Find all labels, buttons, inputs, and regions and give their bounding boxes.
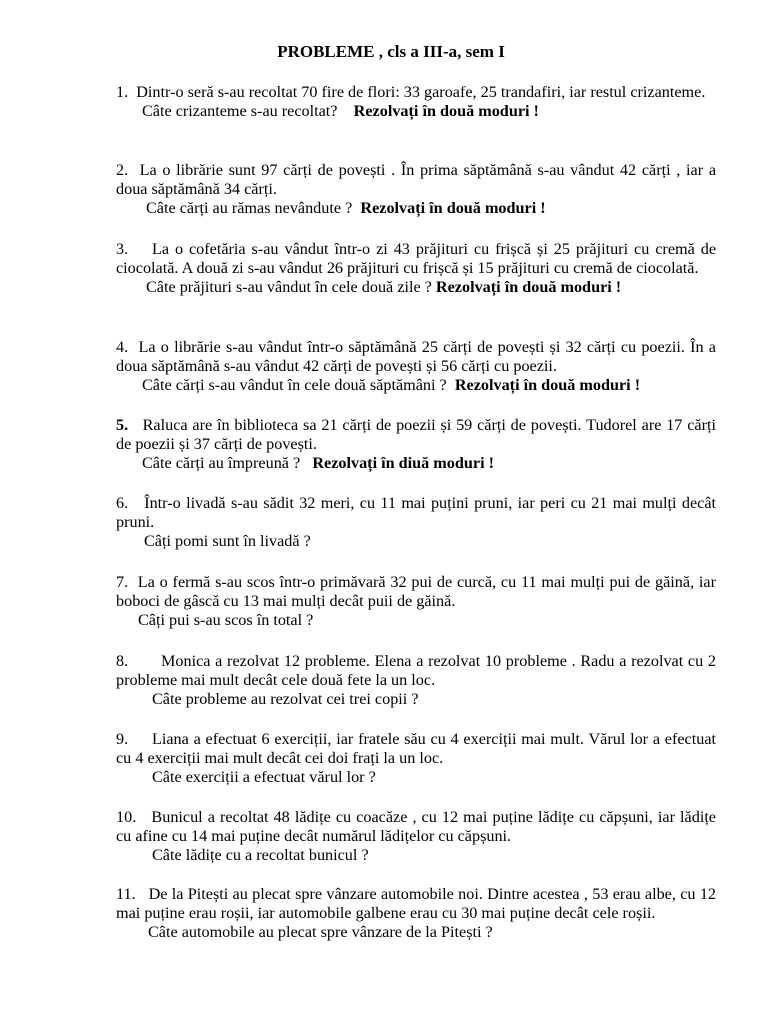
problem-question-line [116, 611, 716, 630]
problem-statement [116, 494, 716, 532]
problem-question: Câte probleme au rezolvat cei trei copii ? [152, 690, 419, 708]
page-title: PROBLEME , cls a III-a, sem I [277, 42, 505, 61]
problem-11 [116, 885, 716, 942]
problem-text: Bunicul a recoltat 48 lădițe cu coacăze , cu 12 mai puține lădițe cu căpșuni, iar lădițe cu afine cu 14 mai puține decât numărul lădițelor cu căpșuni. [116, 808, 716, 845]
problem-9 [116, 730, 716, 787]
problem-text: La o fermă s-au scos într-o primăvară 32 pui de curcă, cu 11 mai mulți pui de găină, iar boboci de gâscă cu 13 mai mulți decât puii de găină. [116, 573, 717, 610]
problem-statement [116, 338, 716, 376]
problem-question-line [116, 690, 716, 709]
problem-question: Câte lădițe cu a recoltat bunicul ? [152, 846, 369, 864]
problem-10 [116, 808, 716, 865]
problem-question: Câte crizanteme s-au recoltat? [142, 102, 338, 120]
problem-number: 6. [116, 494, 129, 512]
problem-2 [116, 161, 716, 218]
problem-question-line [116, 199, 716, 218]
problem-number: 9. [116, 730, 129, 748]
problem-instruction: Rezolvați în două moduri ! [435, 278, 622, 296]
problem-number: 5. [116, 416, 129, 434]
problem-question: Câte automobile au plecat spre vânzare de la Pitești ? [148, 923, 493, 941]
problem-4 [116, 338, 716, 395]
problem-statement [116, 416, 716, 454]
problem-number: 8. [116, 652, 129, 670]
problem-question: Câte cărți s-au vândut în cele două săptămâni ? [142, 376, 447, 394]
problem-question: Câte cărți au împreună ? [142, 454, 301, 472]
problem-instruction: Rezolvați în două moduri ! [360, 199, 546, 217]
problem-7 [116, 573, 716, 630]
problem-6 [116, 494, 716, 551]
problem-question-line [116, 923, 716, 942]
problem-text: Dintr-o seră s-au recoltat 70 fire de flori: 33 garoafe, 25 trandafiri, iar restul crizanteme. [136, 83, 706, 101]
problem-instruction: Rezolvați în două moduri ! [454, 376, 641, 394]
problem-statement [116, 885, 716, 923]
problem-statement [116, 652, 716, 690]
problem-text: La o cofetăria s-au vândut într-o zi 43 prăjituri cu frișcă și 25 prăjituri cu cremă de ciocolată. A două zi s-au vândut 26 prăjituri cu frișcă și 15 prăjituri cu cremă de ciocolată. [116, 240, 716, 277]
problem-number: 3. [116, 240, 129, 258]
problem-text: Raluca are în biblioteca sa 21 cărți de poezii și 59 cărți de povești. Tudorel are 17 cărți de poezii și 37 cărți de povești. [116, 416, 716, 453]
problem-statement [116, 573, 716, 611]
problem-question-line [116, 532, 716, 551]
problem-number: 11. [116, 885, 136, 903]
problem-question-line [116, 102, 716, 121]
problem-statement [116, 161, 716, 199]
problem-statement [116, 83, 716, 102]
problem-5 [116, 416, 716, 473]
problem-question-line [116, 376, 716, 395]
problem-statement [116, 808, 716, 846]
problem-text: Liana a efectuat 6 exerciții, iar fratele său cu 4 exerciții mai mult. Vărul lor a efectuat cu 4 exerciții mai mult decât cei doi frați la un loc. [116, 730, 716, 767]
problem-text: De la Pitești au plecat spre vânzare automobile noi. Dintre acestea , 53 erau albe, cu 12 mai puține erau roșii, iar automobile galbene erau cu 30 mai puține decât cele roșii. [116, 885, 717, 922]
problem-statement [116, 240, 716, 278]
problem-question: Câți pomi sunt în livadă ? [144, 532, 311, 550]
problem-question-line [116, 454, 716, 473]
problem-question: Câte prăjituri s-au vândut în cele două zile ? [146, 278, 432, 296]
problem-1 [116, 83, 716, 121]
problem-text: La o librărie sunt 97 cărți de povești . În prima săptămână s-au vândut 42 cărți , iar a doua săptămână 34 cărți. [116, 161, 717, 198]
problem-8 [116, 652, 716, 709]
problem-question-line [116, 846, 716, 865]
problem-number: 2. [116, 161, 129, 179]
problem-question: Câte exerciții a efectuat vărul lor ? [152, 768, 376, 786]
problem-number: 1. [116, 83, 129, 101]
problem-number: 4. [116, 338, 129, 356]
problem-number: 7. [116, 573, 129, 591]
problem-question: Câte cărți au rămas nevândute ? [146, 199, 353, 217]
problem-text: La o librărie s-au vândut într-o săptămână 25 cărți de povești și 32 cărți cu poezii. În a doua săptămână s-au vândut 42 cărți de povești și 56 cărți cu poezii. [116, 338, 716, 375]
problem-number: 10. [116, 808, 137, 826]
problem-3 [116, 240, 716, 297]
problem-statement [116, 730, 716, 768]
problem-instruction: Rezolvați în două moduri ! [353, 102, 539, 120]
problem-question-line [116, 768, 716, 787]
problem-instruction: Rezolvați în diuă moduri ! [312, 454, 495, 472]
problem-question-line [116, 278, 716, 297]
problem-question: Câți pui s-au scos în total ? [138, 611, 314, 629]
problem-text: Într-o livadă s-au sădit 32 meri, cu 11 mai puțini pruni, iar peri cu 21 mai mulți decât pruni. [116, 494, 717, 531]
problem-text: Monica a rezolvat 12 probleme. Elena a rezolvat 10 probleme . Radu a rezolvat cu 2 probleme mai mult decât cele două fete la un loc. [116, 652, 716, 689]
